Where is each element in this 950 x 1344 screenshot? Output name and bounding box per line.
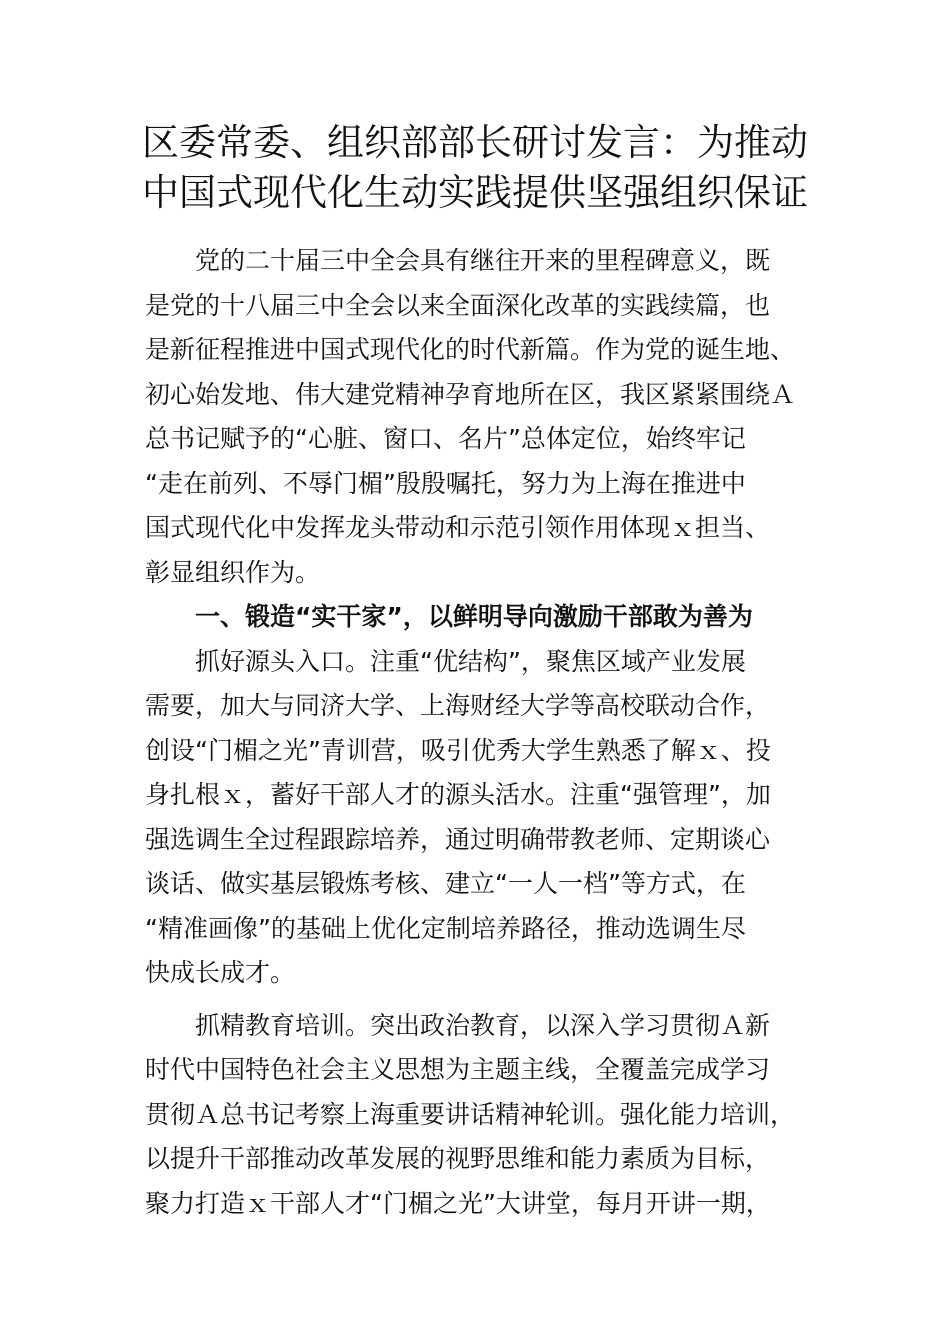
paragraph-line: 谈话、做实基层锻炼考核、建立“一人一档”等方式，在	[145, 869, 746, 898]
document-title	[140, 118, 810, 218]
paragraph-line: 是新征程推进中国式现代化的时代新篇。作为党的诞生地、	[145, 335, 796, 364]
title-line-2: 中国式现代化生动实践提供坚强组织保证	[142, 171, 808, 214]
paragraph-line: 国式现代化中发挥龙头带动和示范引领作用体现ｘ担当、	[145, 513, 771, 542]
paragraph-line: 抓好源头入口。注重“优结构”，聚焦区域产业发展	[195, 646, 746, 676]
paragraph-2	[145, 640, 810, 996]
paragraph-line: 身扎根ｘ，蓄好干部人才的源头活水。注重“强管理”，加	[145, 780, 771, 809]
paragraph-line: 是党的十八届三中全会以来全面深化改革的实践续篇，也	[145, 290, 771, 320]
section-heading-1: 一、锻造“实干家”，以鲜明导向激励干部敢为善为	[195, 602, 753, 631]
paragraph-3	[145, 1004, 810, 1227]
paragraph-line: 抓精教育培训。突出政治教育，以深入学习贯彻Ａ新	[195, 1010, 771, 1040]
paragraph-1	[145, 239, 810, 595]
paragraph-line: 彰显组织作为。	[145, 557, 321, 587]
paragraph-line: “精准画像”的基础上优化定制培养路径，推动选调生尽	[145, 913, 746, 943]
paragraph-line: 快成长成才。	[145, 958, 296, 987]
paragraph-line: 贯彻Ａ总书记考察上海重要讲话精神轮训。强化能力培训，	[145, 1099, 796, 1129]
paragraph-line: 时代中国特色社会主义思想为主题主线，全覆盖完成学习	[145, 1055, 771, 1084]
paragraph-line: 初心始发地、伟大建党精神孕育地所在区，我区紧紧围绕Ａ	[145, 379, 796, 409]
paragraph-line: 强选调生全过程跟踪培养，通过明确带教老师、定期谈心	[145, 824, 771, 854]
paragraph-line: 创设“门楣之光”青训营，吸引优秀大学生熟悉了解ｘ、投	[145, 735, 771, 765]
paragraph-gap	[145, 996, 810, 1004]
paragraph-line: “走在前列、不辱门楣”殷殷嘱托，努力为上海在推进中	[145, 468, 746, 498]
title-line-1: 区委常委、组织部部长研讨发言：为推动	[142, 121, 808, 164]
document-body	[145, 239, 810, 1226]
paragraph-line: 需要，加大与同济大学、上海财经大学等高校联动合作，	[145, 691, 771, 720]
paragraph-line: 总书记赋予的“心脏、窗口、名片”总体定位，始终牢记	[145, 424, 746, 453]
paragraph-line: 党的二十届三中全会具有继往开来的里程碑意义，既	[195, 246, 771, 275]
paragraph-line: 聚力打造ｘ干部人才“门楣之光”大讲堂，每月开讲一期，	[145, 1188, 771, 1218]
paragraph-line: 以提升干部推动改革发展的视野思维和能力素质为目标，	[145, 1144, 771, 1173]
